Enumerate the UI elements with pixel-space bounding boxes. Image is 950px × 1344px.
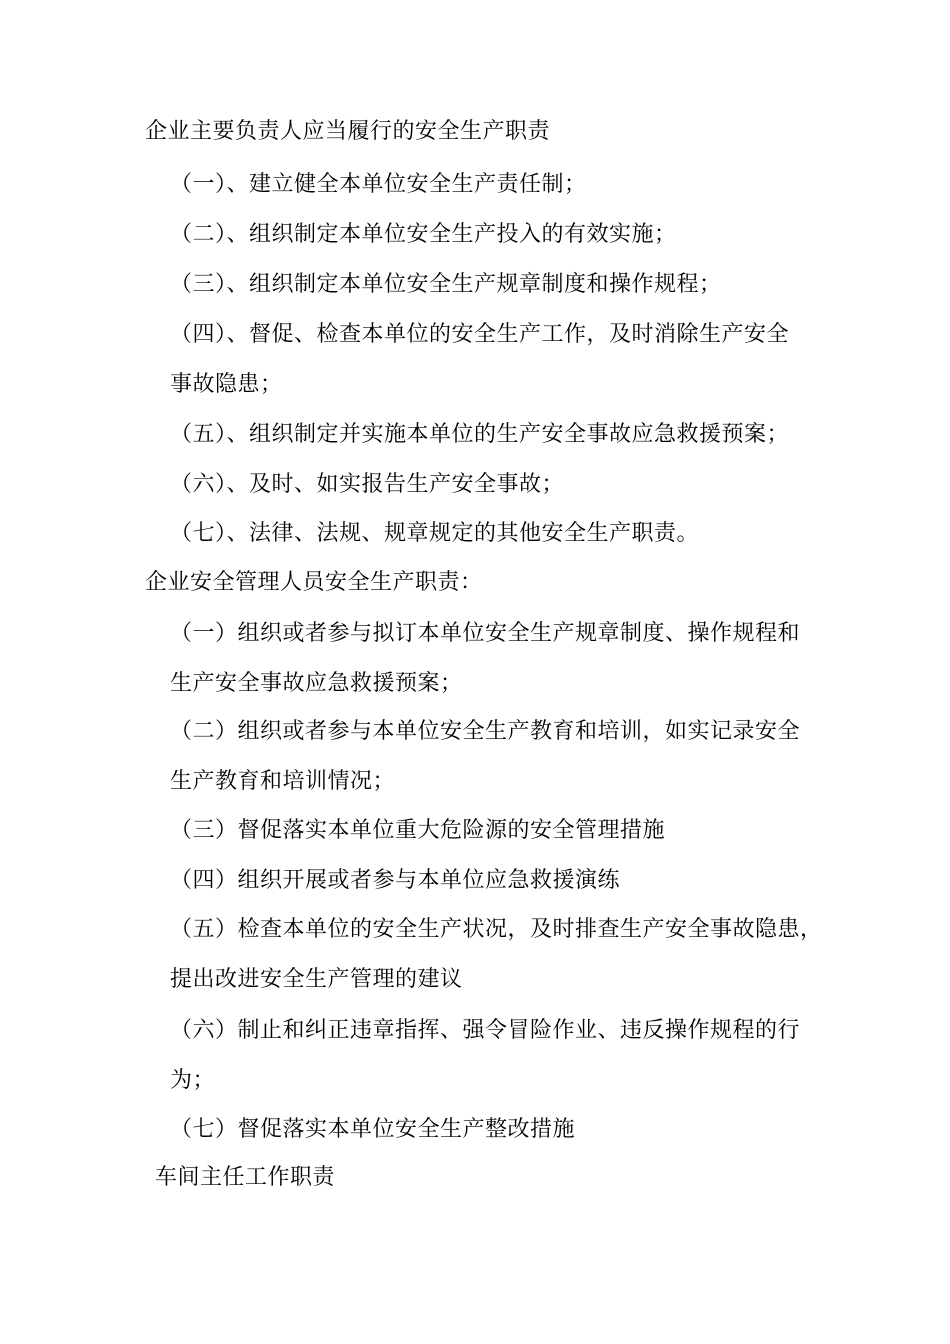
section1-item-4: （四）、督促、检查本单位的安全生产工作，及时消除生产安全 xyxy=(170,322,790,347)
section2-item-5: （五）检查本单位的安全生产状况，及时排查生产安全事故隐患， xyxy=(170,917,823,942)
section2-item-6: （六）制止和纠正违章指挥、强令冒险作业、违反操作规程的行 xyxy=(170,1018,801,1043)
section2-item-7: （七）督促落实本单位安全生产整改措施 xyxy=(170,1117,576,1142)
section1-item-7: （七）、法律、法规、规章规定的其他安全生产职责。 xyxy=(170,521,700,546)
section2-item-1-cont: 生产安全事故应急救援预案； xyxy=(170,671,463,696)
section1-item-2: （二）、组织制定本单位安全生产投入的有效实施； xyxy=(170,222,677,247)
section1-title: 企业主要负责人应当履行的安全生产职责 xyxy=(145,119,551,144)
section1-item-5: （五）、组织制定并实施本单位的生产安全事故应急救援预案； xyxy=(170,422,790,447)
section2-title: 企业安全管理人员安全生产职责： xyxy=(145,570,483,595)
section1-item-3: （三）、组织制定本单位安全生产规章制度和操作规程； xyxy=(170,272,722,297)
section2-item-2-cont: 生产教育和培训情况； xyxy=(170,769,396,794)
section2-item-2: （二）组织或者参与本单位安全生产教育和培训，如实记录安全 xyxy=(170,719,801,744)
section2-item-4: （四）组织开展或者参与本单位应急救援演练 xyxy=(170,868,621,893)
section2-item-3: （三）督促落实本单位重大危险源的安全管理措施 xyxy=(170,818,666,843)
section3-title: 车间主任工作职责 xyxy=(155,1165,336,1190)
section2-item-1: （一）组织或者参与拟订本单位安全生产规章制度、操作规程和 xyxy=(170,621,801,646)
section2-item-6-cont: 为； xyxy=(170,1068,216,1093)
section1-item-6: （六）、及时、如实报告生产安全事故； xyxy=(170,472,565,497)
section1-item-4-cont: 事故隐患； xyxy=(170,372,283,397)
section2-item-5-cont: 提出改进安全生产管理的建议 xyxy=(170,967,463,992)
section1-item-1: （一）、建立健全本单位安全生产责任制； xyxy=(170,172,587,197)
